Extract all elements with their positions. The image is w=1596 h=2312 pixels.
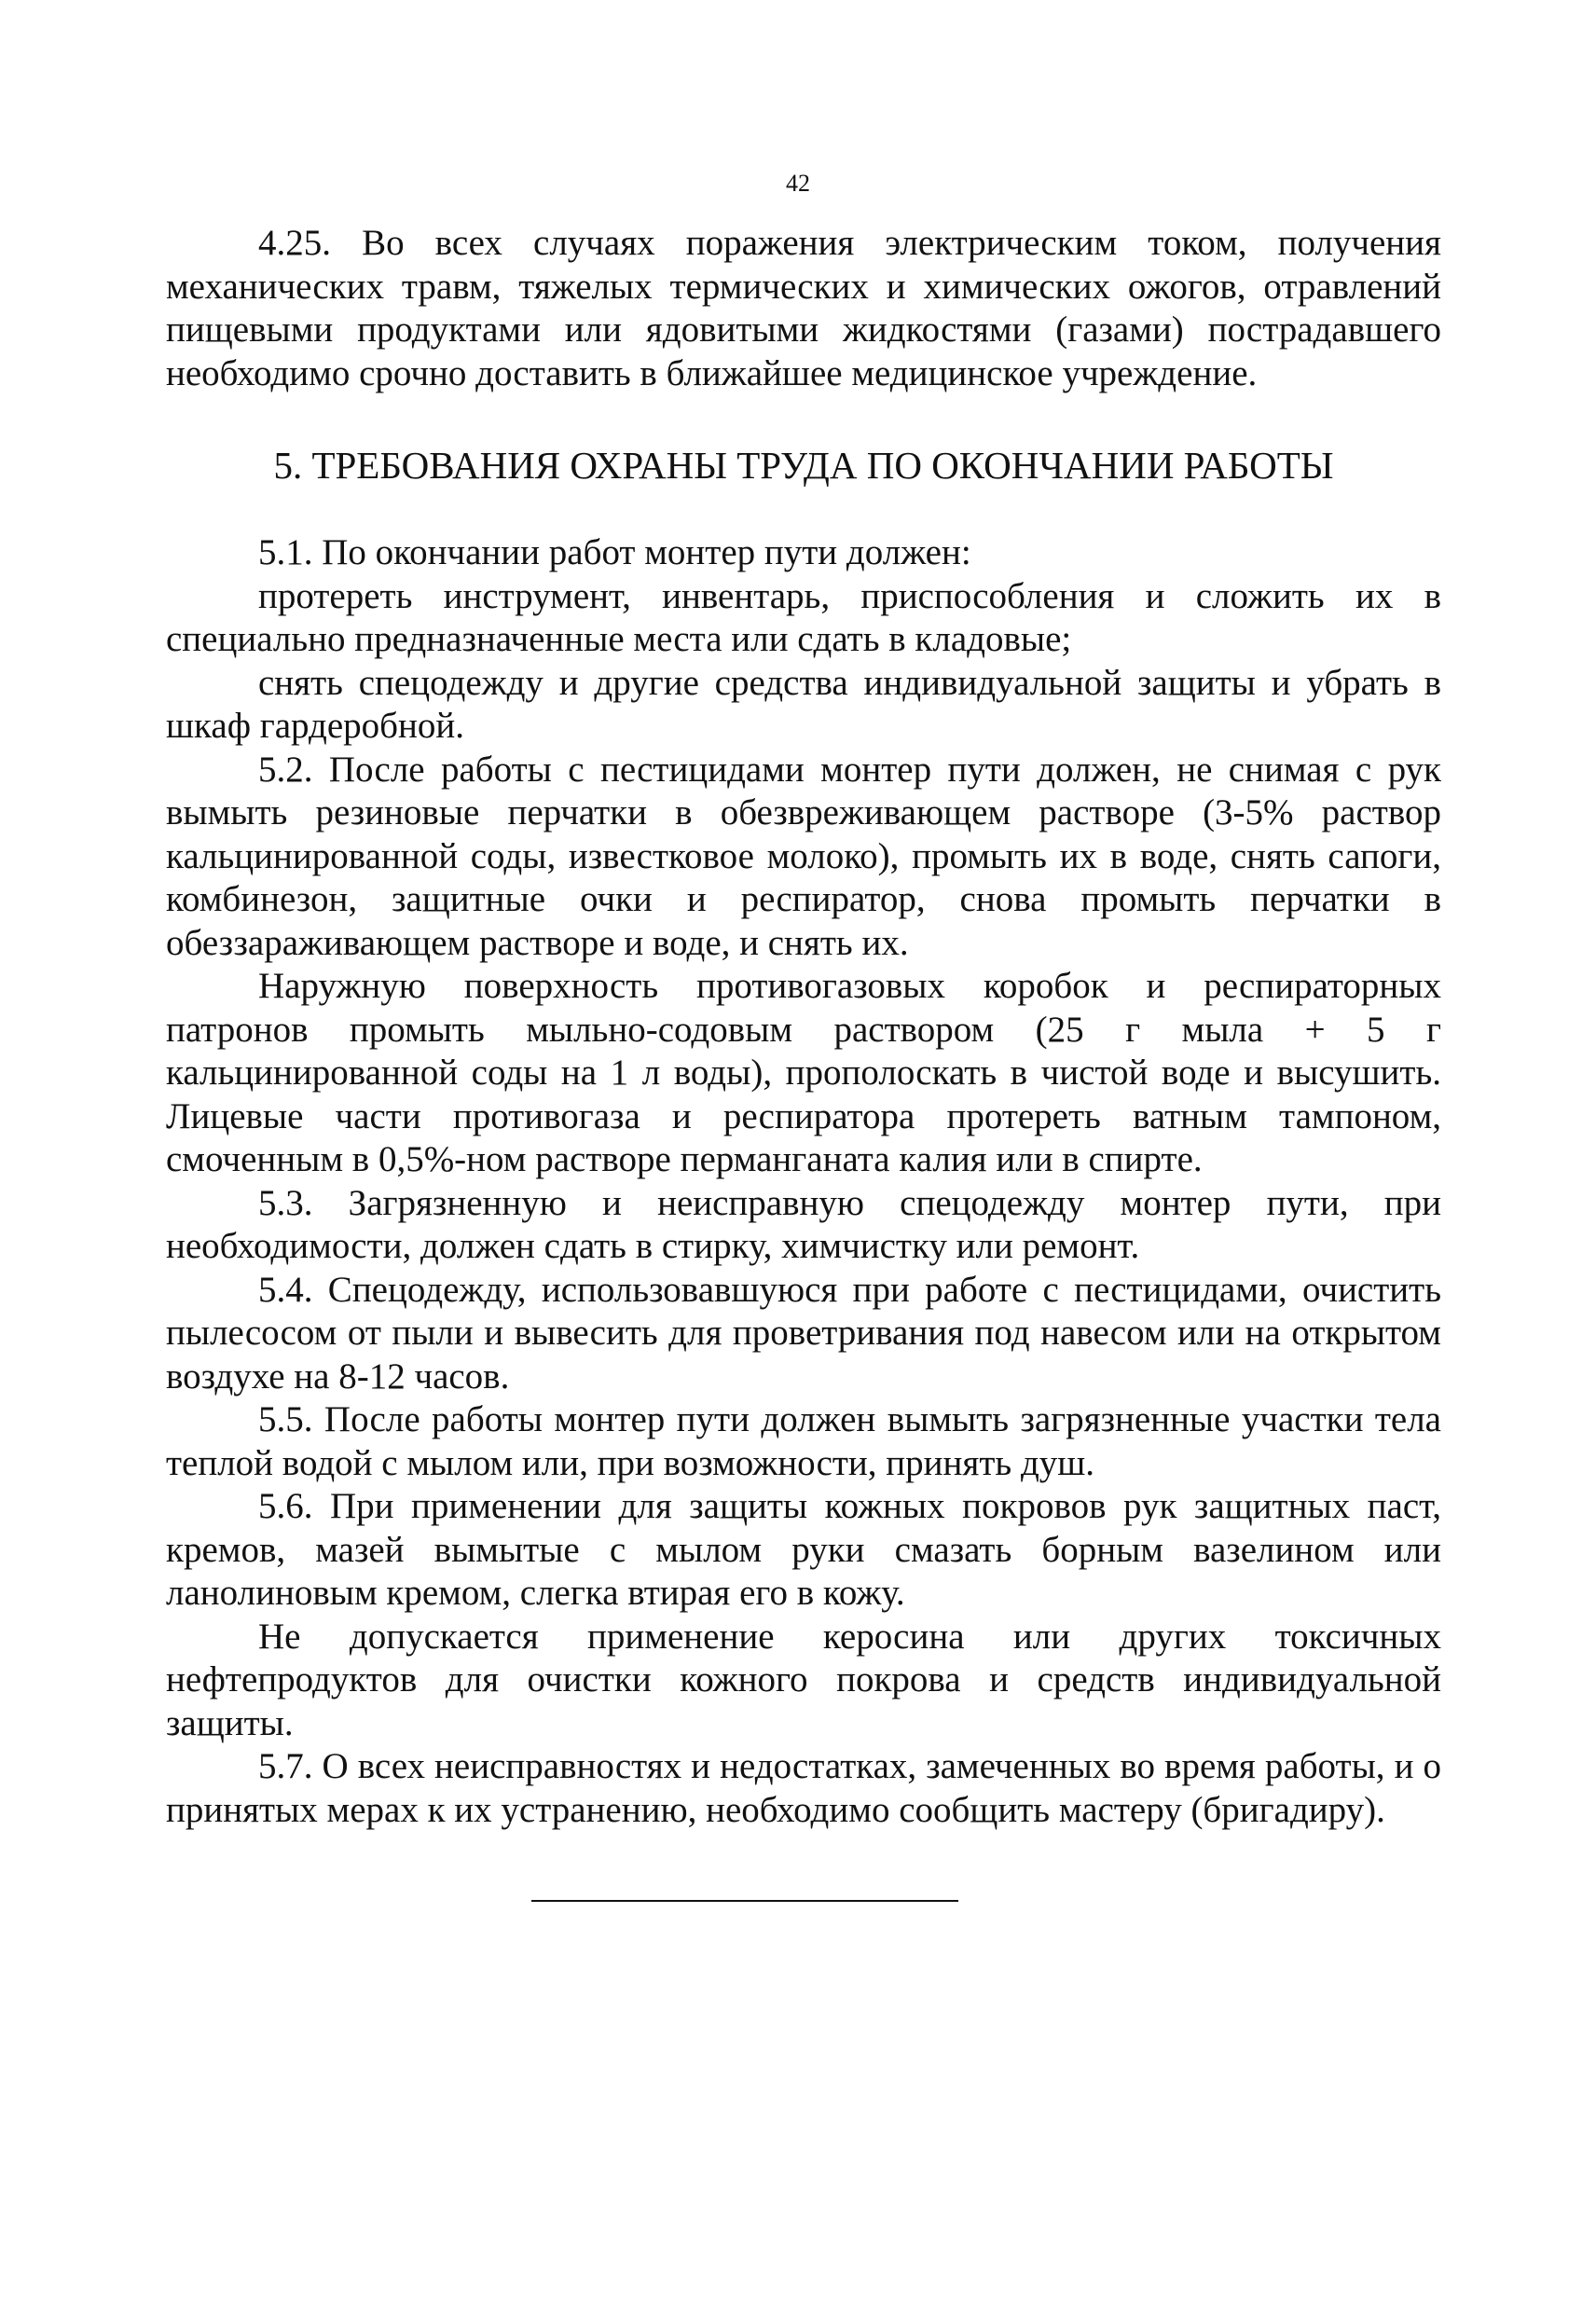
paragraph-5-6-continued: Не допускается применение керосина или других токсичных нефтепродуктов для очистки кожного покрова и средств индивидуальной защиты.	[166, 1616, 1441, 1743]
paragraph-5-1-item-a: протереть инструмент, инвентарь, приспособления и сложить их в специально предназначенные места или сдать в кладовые;	[166, 575, 1441, 659]
page-number: 42	[786, 170, 810, 197]
end-of-document-rule	[531, 1900, 958, 1902]
paragraph-5-1-item-b: снять спецодежду и другие средства индивидуальной защиты и убрать в шкаф гардеробной.	[166, 662, 1441, 746]
paragraph-5-1: 5.1. По окончании работ монтер пути должен:	[258, 532, 971, 572]
section-title-5: 5. ТРЕБОВАНИЯ ОХРАНЫ ТРУДА ПО ОКОНЧАНИИ РАБОТЫ	[273, 444, 1334, 487]
paragraph-4-25: 4.25. Во всех случаях поражения электрическим током, получения механических травм, тяжелых термических и химических ожогов, отравлений пищевыми продуктами или ядовитыми жидкостями (газами) пострадавшего необходимо срочно доставить в ближайшее медицинское учреждение.	[166, 223, 1441, 393]
paragraph-5-7: 5.7. О всех неисправностях и недостатках, замеченных во время работы, и о принятых мерах к их устранению, необходимо сообщить мастеру (бригадиру).	[166, 1746, 1441, 1830]
document-body	[166, 222, 1441, 1832]
paragraph-5-5: 5.5. После работы монтер пути должен вымыть загрязненные участки тела теплой водой с мылом или, при возможности, принять душ.	[166, 1399, 1441, 1483]
paragraph-5-2-continued: Наружную поверхность противогазовых коробок и респираторных патронов промыть мыльно-содовым раствором (25 г мыла + 5 г кальцинированной соды на 1 л воды), прополоскать в чистой воде и высушить. Лицевые части противогаза и респиратора протереть ватным тампоном, смоченным в 0,5%-ном растворе перманганата калия или в спирте.	[166, 966, 1441, 1179]
paragraph-5-4: 5.4. Спецодежду, использовавшуюся при работе с пестицидами, очистить пылесосом от пыли и вывесить для проветривания под навесом или на открытом воздухе на 8-12 часов.	[166, 1269, 1441, 1397]
paragraph-5-6: 5.6. При применении для защиты кожных покровов рук защитных паст, кремов, мазей вымытые с мылом руки смазать борным вазелином или ланолиновым кремом, слегка втирая его в кожу.	[166, 1486, 1441, 1613]
paragraph-5-3: 5.3. Загрязненную и неисправную спецодежду монтер пути, при необходимости, должен сдать в стирку, химчистку или ремонт.	[166, 1182, 1441, 1266]
paragraph-5-2: 5.2. После работы с пестицидами монтер пути должен, не снимая с рук вымыть резиновые перчатки в обезвреживающем растворе (3-5% раствор кальцинированной соды, известковое молоко), промыть их в воде, снять сапоги, комбинезон, защитные очки и респиратор, снова промыть перчатки в обеззараживающем растворе и воде, и снять их.	[166, 749, 1441, 963]
